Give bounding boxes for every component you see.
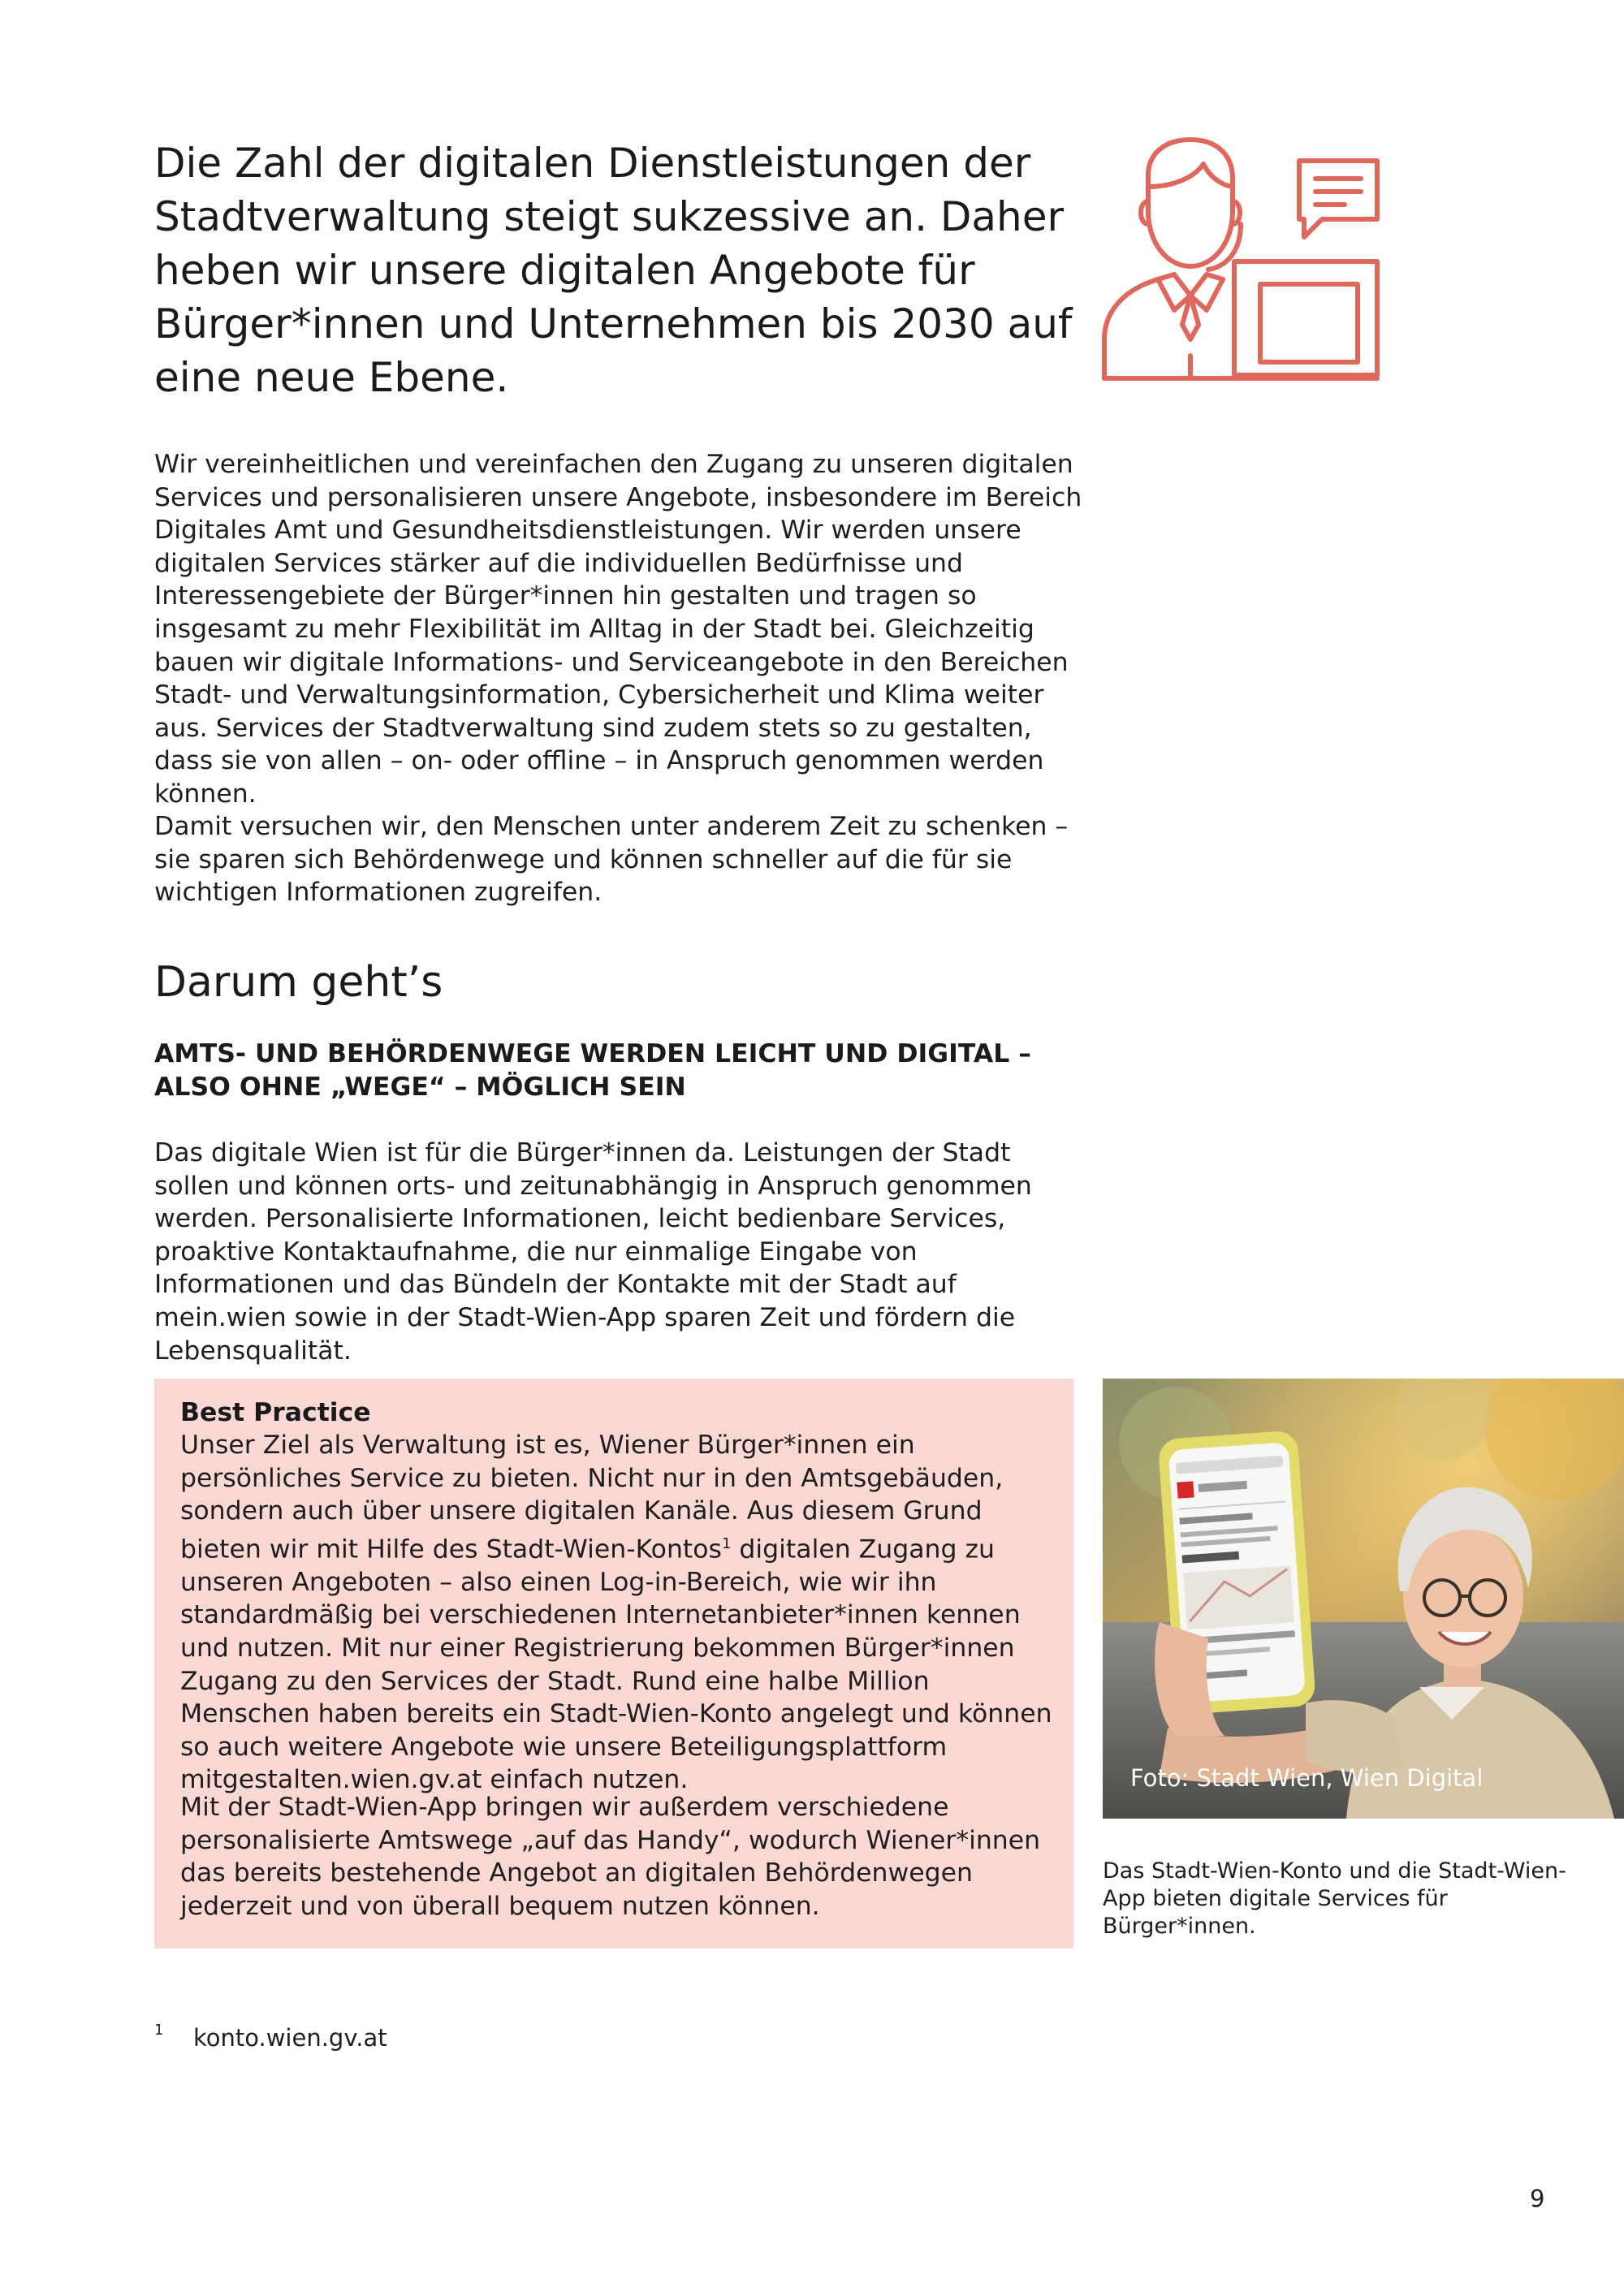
best-practice-paragraph-1 [180, 1429, 1057, 1797]
best-practice-paragraph-2: Mit der Stadt-Wien-App bringen wir außerdem verschiedene personalisierte Amtswege „auf das Handy“, wodurch Wiener*innen das bereits bestehende Angebot an digitalen Behördenwegen jederzeit und von überall bequem nutzen können. [180, 1793, 1041, 1921]
footnote-number: 1 [154, 2022, 164, 2039]
best-practice-text-part-2: digitalen Zugang zu unseren Angeboten – also einen Log-in-Bereich, wie wir ihn standardmäßig bei verschiedenen Internetanbieter*innen kennen und nutzen. Mit nur einer Registrierung bekommen Bürger*innen Zugang zu den Services der Stadt. Rund eine halbe Million Menschen haben bereits ein Stadt-Wien-Konto angelegt und können so auch weitere Angebote wie unsere Beteiligungsplattform mitgestalten.wien.gv.at einfach nutzen. [180, 1534, 1052, 1795]
section-subheading: AMTS- UND BEHÖRDENWEGE WERDEN LEICHT UND DIGITAL – ALSO OHNE „WEGE“ – MÖGLICH SEIN [154, 1039, 1032, 1102]
section-paragraph: Das digitale Wien ist für die Bürger*innen da. Leistungen der Stadt sollen und können orts- und zeitunabhängig in Anspruch genommen werden. Personalisierte Informationen, leicht bedienbare Services, proaktive Kontaktaufnahme, die nur einmalige Eingabe von Informationen und das Bündeln der Kontakte mit der Stadt auf mein.wien sowie in der Stadt-Wien-App sparen Zeit und fördern die Lebensqualität. [154, 1138, 1032, 1366]
service-agent-icon [1101, 136, 1382, 383]
lead-statement: Die Zahl der digitalen Dienstleistungen der Stadtverwaltung steigt sukzessive an. Daher heben wir unsere digitalen Angebote für Bürger*innen und Unternehmen bis 2030 auf eine neue Ebene. [154, 140, 1073, 401]
intro-paragraph-2: Damit versuchen wir, den Menschen unter anderem Zeit zu schenken – sie sparen sich Behördenwege und können schneller auf die für sie wichtigen Informationen zugreifen. [154, 812, 1069, 908]
section-heading: Darum geht’s [154, 958, 443, 1007]
photo-credit: Foto: Stadt Wien, Wien Digital [1130, 1764, 1484, 1792]
intro-paragraph-1: Wir vereinheitlichen und vereinfachen den Zugang zu unseren digitalen Services und personalisieren unsere Angebote, insbesondere im Bereich Digitales Amt und Gesundheitsdienstleistungen. Wir werden unsere digitalen Services stärker auf die individuellen Bedürfnisse und Interessengebiete der Bürger*innen hin gestalten und tragen so insgesamt zu mehr Flexibilität im Alltag in der Stadt bei. Gleichzeitig bauen wir digitale Informations- und Serviceangebote in den Bereichen Stadt- und Verwaltungsinformation, Cybersicherheit und Klima weiter aus. Services der Stadtverwaltung sind zudem stets so zu gestalten, dass sie von allen – on- oder offline – in Anspruch genommen werden können. [154, 450, 1082, 809]
photo-woman-with-phone [1103, 1379, 1624, 1819]
best-practice-text-part-1: Unser Ziel als Verwaltung ist es, Wiener Bürger*innen ein persönliches Service zu bieten. Nicht nur in den Amtsgebäuden, sondern auch über unsere digitalen Kanäle. Aus diesem Grund bieten wir mit Hilfe des Stadt-Wien-Kontos [180, 1431, 1004, 1564]
photo-caption: Das Stadt-Wien-Konto und die Stadt-Wien-App bieten digitale Services für Bürger*innen. [1103, 1858, 1566, 1939]
page-number: 9 [1530, 2185, 1545, 2212]
best-practice-title: Best Practice [180, 1398, 371, 1427]
footnote-link[interactable]: konto.wien.gv.at [193, 2024, 387, 2052]
footnote-reference[interactable]: 1 [721, 1534, 732, 1552]
